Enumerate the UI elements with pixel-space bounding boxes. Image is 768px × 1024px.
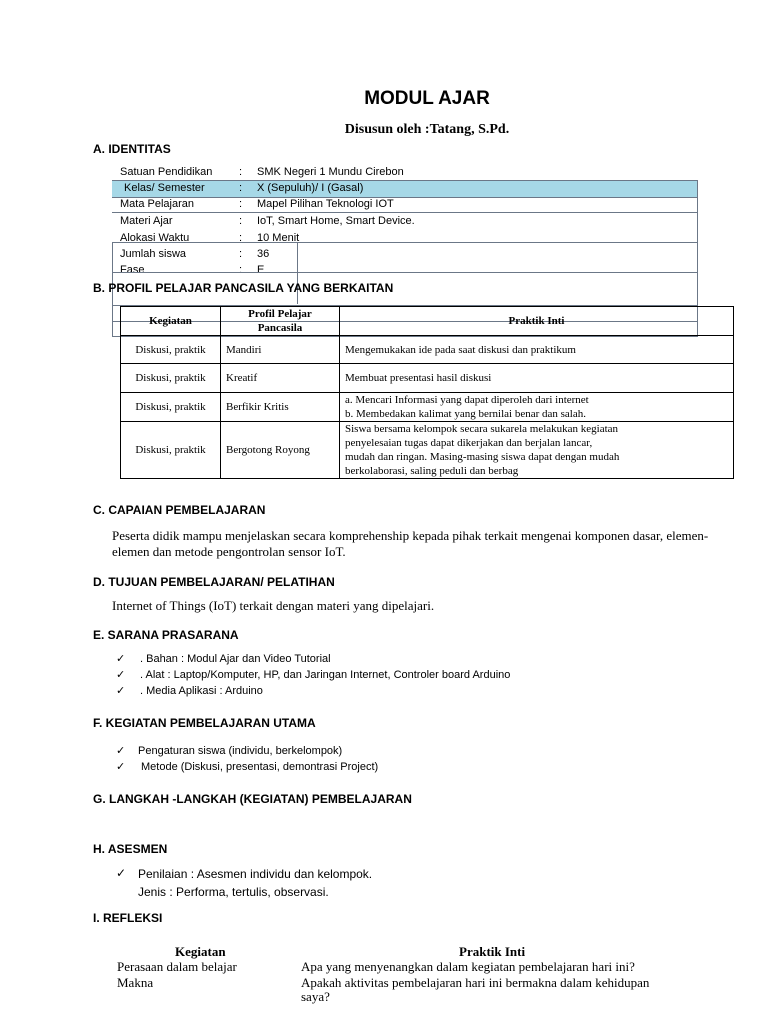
check-icon: ✓ xyxy=(116,761,126,773)
sarana-item: . Alat : Laptop/Komputer, HP, dan Jaringan Internet, Controler board Arduino xyxy=(140,669,511,681)
table-row xyxy=(121,364,734,393)
table-row xyxy=(121,393,734,422)
cell-praktik: Mengemukakan ide pada saat diskusi dan praktikum xyxy=(340,336,734,364)
section-i-heading: I. REFLEKSI xyxy=(93,911,163,925)
refleksi-kegiatan: Makna xyxy=(117,975,154,990)
section-b-heading: B. PROFIL PELAJAR PANCASILA YANG BERKAITAN xyxy=(93,281,394,295)
table-divider xyxy=(112,272,698,273)
praktik-line: mudah dan ringan. Masing-masing siswa dapat dengan mudah xyxy=(345,451,620,463)
section-h-heading: H. ASESMEN xyxy=(93,842,168,856)
identitas-separator: : xyxy=(239,166,243,178)
refleksi-kegiatan: Perasaan dalam belajar xyxy=(117,959,237,974)
identitas-row xyxy=(112,263,698,279)
document-title: MODUL AJAR xyxy=(364,88,490,109)
identitas-value: Mapel Pilihan Teknologi IOT xyxy=(257,198,394,210)
check-icon: ✓ xyxy=(116,685,126,697)
cell-kegiatan: Diskusi, praktik xyxy=(121,422,221,479)
cell-profil: Kreatif xyxy=(221,364,340,393)
sarana-item: . Media Aplikasi : Arduino xyxy=(140,685,263,697)
cell-kegiatan: Diskusi, praktik xyxy=(121,364,221,393)
praktik-line: a. Mencari Informasi yang dapat diperoleh dari internet xyxy=(345,394,589,406)
kegiatan-item: Pengaturan siswa (individu, berkelompok) xyxy=(138,745,343,757)
identitas-row xyxy=(112,231,698,247)
refleksi-header-praktik: Praktik Inti xyxy=(459,944,526,959)
identitas-label: Fase xyxy=(120,264,145,276)
identitas-value: 10 Menit xyxy=(257,232,300,244)
identitas-separator: : xyxy=(239,215,243,227)
section-e-heading: E. SARANA PRASARANA xyxy=(93,628,239,642)
capaian-line: elemen dan metode pengontrolan sensor IoT. xyxy=(112,544,346,559)
cell-profil: Mandiri xyxy=(221,336,340,364)
identitas-label: Alokasi Waktu xyxy=(120,232,190,244)
identitas-label: Kelas/ Semester xyxy=(124,182,205,194)
identitas-separator: : xyxy=(239,264,243,276)
cell-kegiatan: Diskusi, praktik xyxy=(121,393,221,422)
cell-praktik xyxy=(340,422,734,479)
identitas-value: SMK Negeri 1 Mundu Cirebon xyxy=(257,166,404,178)
section-f-heading: F. KEGIATAN PEMBELAJARAN UTAMA xyxy=(93,716,316,730)
sarana-item: . Bahan : Modul Ajar dan Video Tutorial xyxy=(140,653,331,665)
table-row xyxy=(121,422,734,479)
identitas-label: Satuan Pendidikan xyxy=(120,166,213,178)
refleksi-header-kegiatan: Kegiatan xyxy=(175,944,226,959)
asesmen-line: Jenis : Performa, tertulis, observasi. xyxy=(138,885,329,899)
author-line: Disusun oleh :Tatang, S.Pd. xyxy=(344,122,510,137)
identitas-label: Mata Pelajaran xyxy=(120,198,194,210)
check-icon: ✓ xyxy=(116,669,126,681)
identitas-value: 36 xyxy=(257,248,270,260)
identitas-separator: : xyxy=(239,182,243,194)
cell-profil: Bergotong Royong xyxy=(221,422,340,479)
identitas-row xyxy=(112,165,698,181)
table-divider xyxy=(112,212,698,213)
refleksi-praktik: Apakah aktivitas pembelajaran hari ini bermakna dalam kehidupan xyxy=(301,975,650,990)
praktik-line: b. Membedakan kalimat yang bernilai benar dan salah. xyxy=(345,408,586,420)
identitas-label: Jumlah siswa xyxy=(120,248,187,260)
identitas-row-highlighted xyxy=(112,180,698,198)
identitas-value: X (Sepuluh)/ I (Gasal) xyxy=(257,182,364,194)
cell-profil: Berfikir Kritis xyxy=(221,393,340,422)
capaian-line: Peserta didik mampu menjelaskan secara komprehenship kepada pihak terkait mengenai komponen dasar, elemen- xyxy=(112,528,709,543)
section-c-heading: C. CAPAIAN PEMBELAJARAN xyxy=(93,503,266,517)
section-d-heading: D. TUJUAN PEMBELAJARAN/ PELATIHAN xyxy=(93,575,335,589)
cell-praktik: Membuat presentasi hasil diskusi xyxy=(340,364,734,393)
praktik-line: berkolaborasi, saling peduli dan berbag xyxy=(345,465,519,477)
check-icon: ✓ xyxy=(116,866,127,880)
praktik-line: Siswa bersama kelompok secara sukarela melakukan kegiatan xyxy=(345,423,619,435)
header-profil: Profil Pelajar Pancasila xyxy=(221,307,340,336)
header-kegiatan: Kegiatan xyxy=(121,307,221,336)
refleksi-praktik: saya? xyxy=(301,989,330,1004)
cell-praktik xyxy=(340,393,734,422)
identitas-row xyxy=(112,247,698,263)
refleksi-praktik: Apa yang menyenangkan dalam kegiatan pembelajaran hari ini? xyxy=(301,959,635,974)
header-praktik-inti: Praktik Inti xyxy=(340,307,734,336)
section-g-heading: G. LANGKAH -LANGKAH (KEGIATAN) PEMBELAJARAN xyxy=(93,792,412,806)
section-a-heading: A. IDENTITAS xyxy=(93,142,171,156)
kegiatan-item: Metode (Diskusi, presentasi, demontrasi Project) xyxy=(141,761,379,773)
check-icon: ✓ xyxy=(116,745,126,757)
asesmen-line: Penilaian : Asesmen individu dan kelompok. xyxy=(138,867,373,881)
cell-kegiatan: Diskusi, praktik xyxy=(121,336,221,364)
tujuan-text: Internet of Things (IoT) terkait dengan materi yang dipelajari. xyxy=(112,598,435,613)
identitas-row xyxy=(112,214,698,230)
identitas-value: IoT, Smart Home, Smart Device. xyxy=(257,215,415,227)
identitas-separator: : xyxy=(239,232,243,244)
check-icon: ✓ xyxy=(116,653,126,665)
praktik-line: penyelesaian tugas dapat dikerjakan dan berjalan lancar, xyxy=(345,437,593,449)
table-header-row xyxy=(121,307,734,336)
table-row xyxy=(121,336,734,364)
table-divider xyxy=(112,242,698,243)
profil-pancasila-table xyxy=(120,306,734,479)
identitas-label: Materi Ajar xyxy=(120,215,173,227)
identitas-separator: : xyxy=(239,198,243,210)
identitas-separator: : xyxy=(239,248,243,260)
identitas-row xyxy=(112,197,698,213)
identitas-value: E xyxy=(257,264,265,276)
